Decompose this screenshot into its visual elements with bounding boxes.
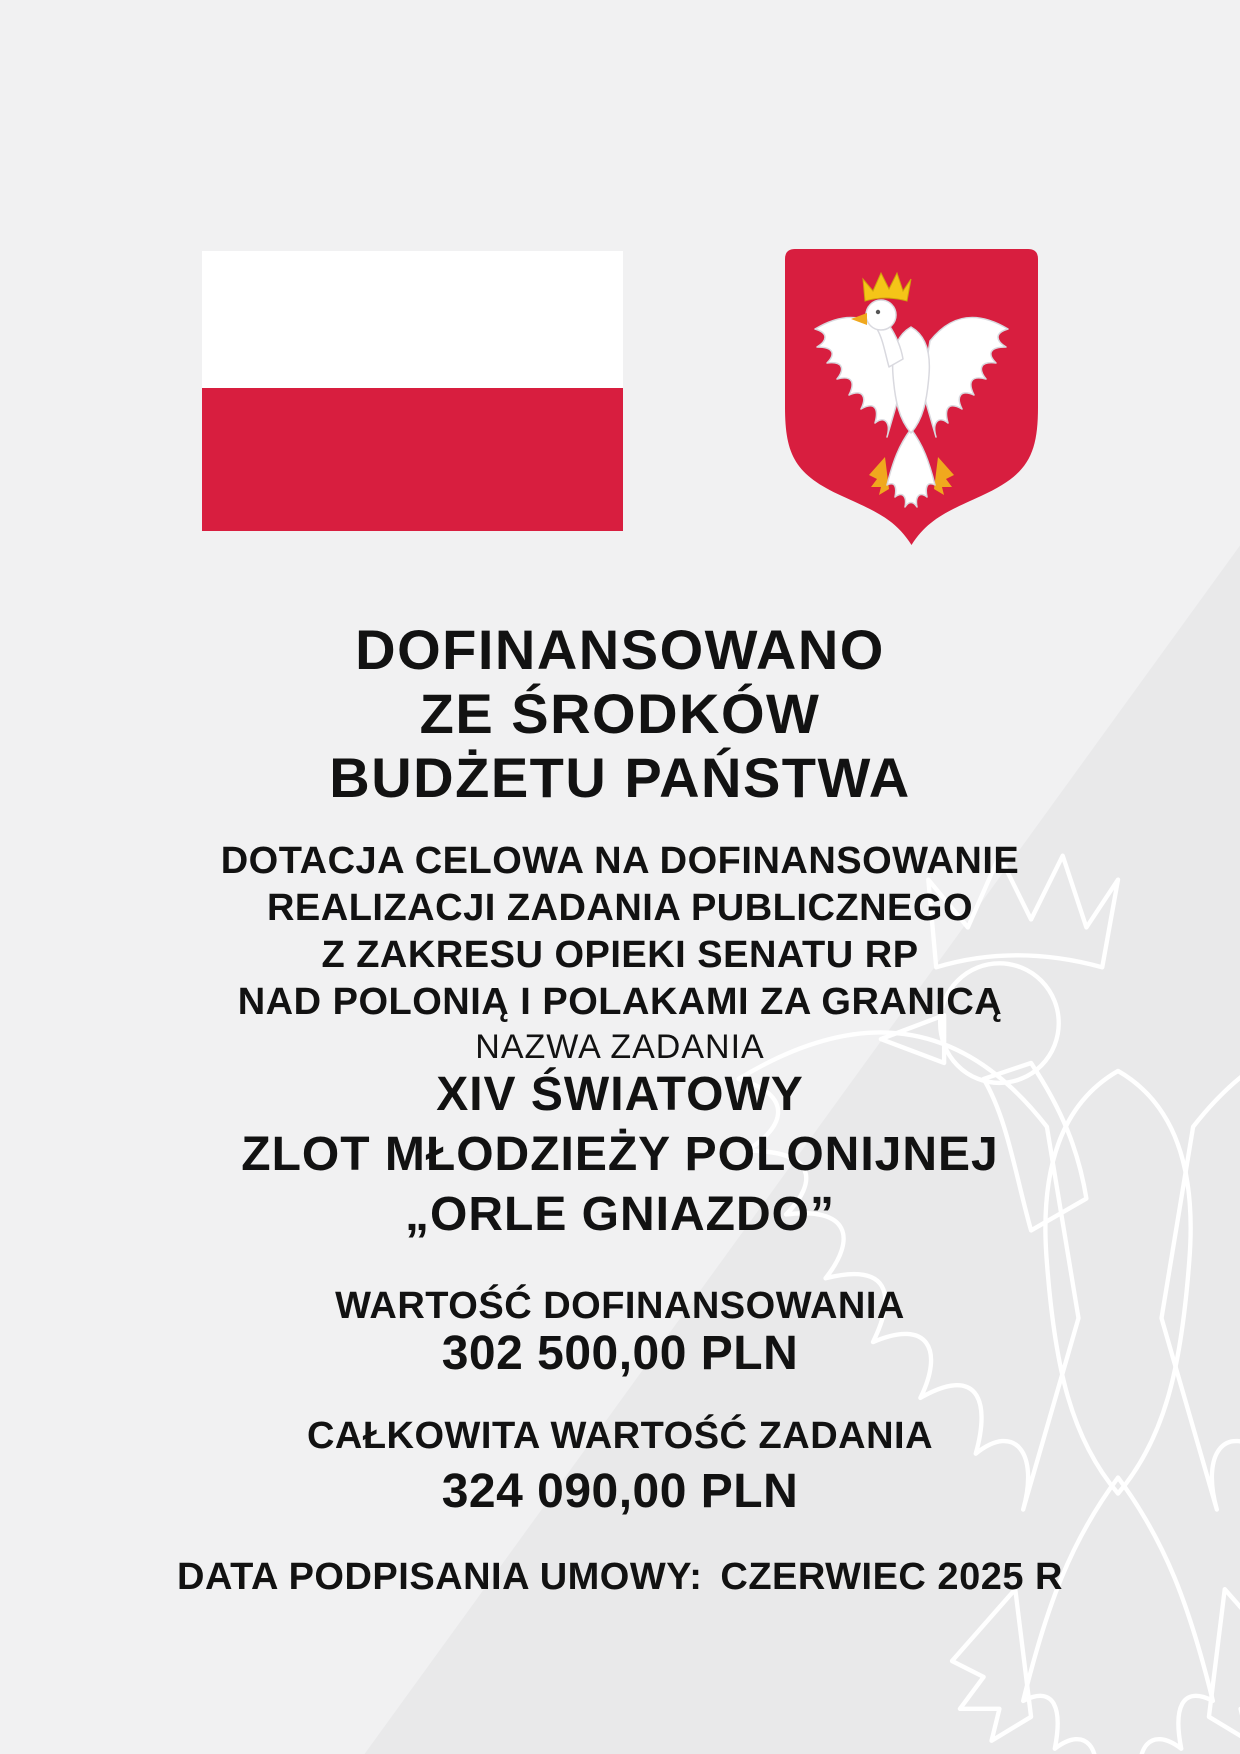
task-line-3: „ORLE GNIAZDO” xyxy=(405,1188,835,1241)
funding-amount-label: WARTOŚĆ DOFINANSOWANIA xyxy=(335,1285,905,1327)
task-line-2: ZLOT MŁODZIEŻY POLONIJNEJ xyxy=(241,1128,999,1181)
coat-of-arms-of-poland-icon xyxy=(785,249,1038,550)
flag-red-stripe xyxy=(202,388,623,531)
title-line-2: ZE ŚRODKÓW xyxy=(419,682,821,745)
flag-white-stripe xyxy=(202,251,623,388)
signing-date-line xyxy=(0,1554,1240,1600)
task-name xyxy=(0,1065,1240,1245)
grant-description xyxy=(0,838,1240,1026)
signing-date-value: CZERWIEC 2025 R xyxy=(720,1556,1063,1598)
signing-date-label: DATA PODPISANIA UMOWY: xyxy=(177,1556,703,1598)
task-name-label: NAZWA ZADANIA xyxy=(475,1028,765,1066)
subtitle-line-2: REALIZACJI ZADANIA PUBLICZNEGO xyxy=(266,887,974,929)
funding-amount-value: 302 500,00 PLN xyxy=(441,1327,799,1380)
title-line-1: DOFINANSOWANO xyxy=(355,618,885,681)
total-value-amount: 324 090,00 PLN xyxy=(441,1465,799,1518)
main-title xyxy=(0,618,1240,810)
flag-of-poland xyxy=(202,251,623,531)
title-line-3: BUDŻETU PAŃSTWA xyxy=(329,746,911,809)
subtitle-line-3: Z ZAKRESU OPIEKI SENATU RP xyxy=(321,934,919,976)
subtitle-line-1: DOTACJA CELOWA NA DOFINANSOWANIE xyxy=(220,840,1020,882)
task-line-1: XIV ŚWIATOWY xyxy=(436,1068,804,1121)
total-value-label: CAŁKOWITA WARTOŚĆ ZADANIA xyxy=(306,1415,934,1457)
subtitle-line-4: NAD POLONIĄ I POLAKAMI ZA GRANICĄ xyxy=(237,981,1003,1023)
